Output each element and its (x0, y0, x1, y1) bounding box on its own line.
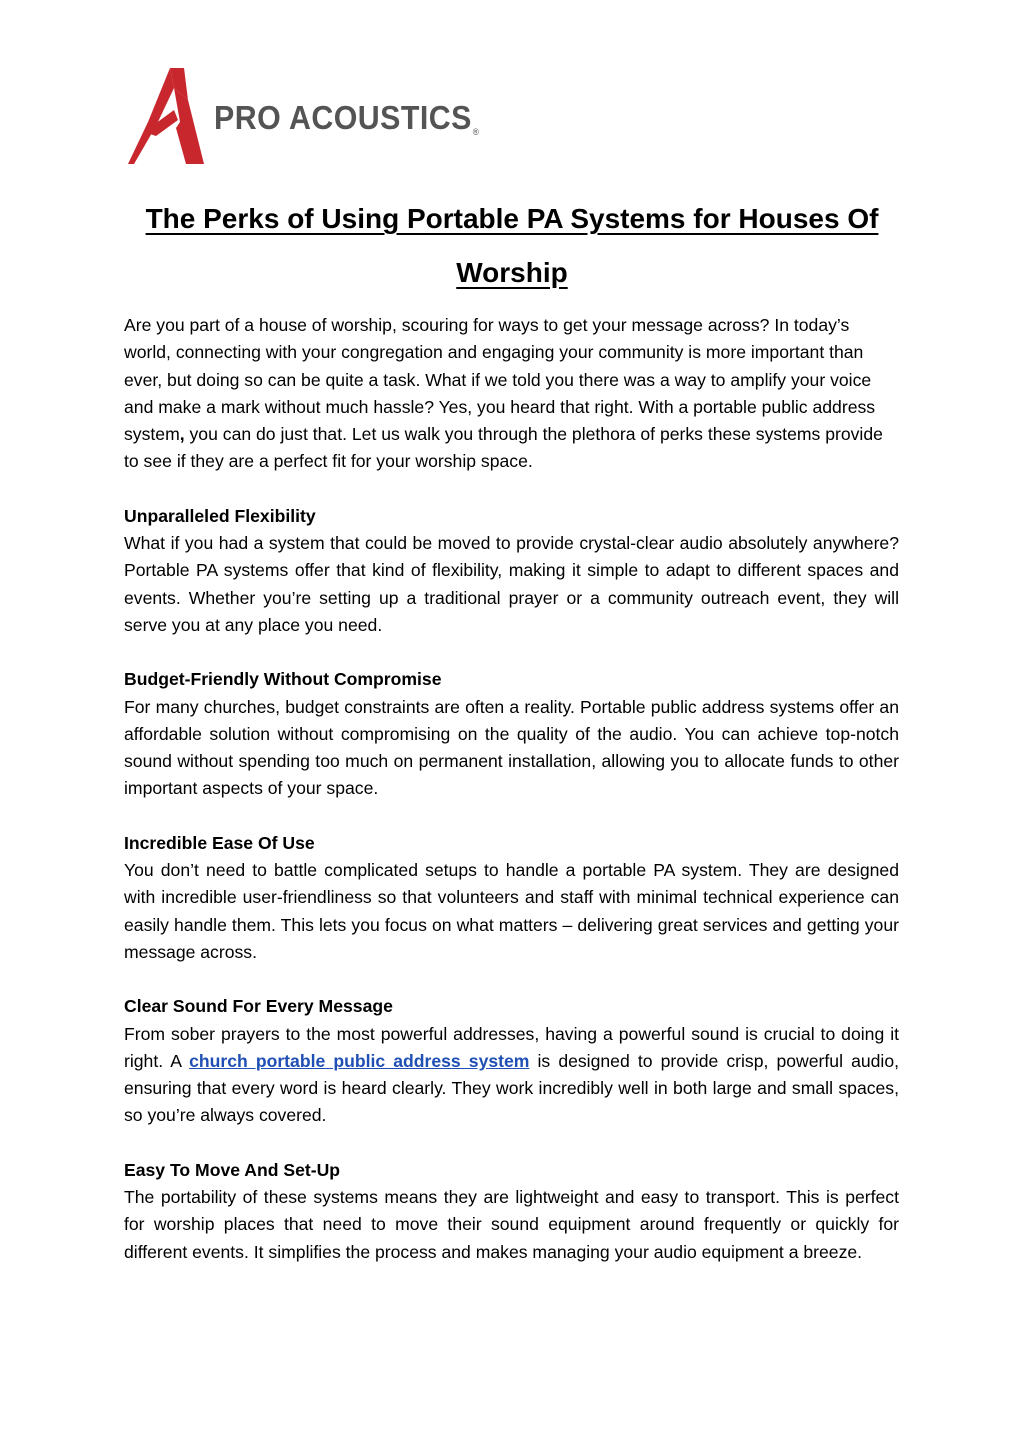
section-body: From sober prayers to the most powerful addresses, having a powerful sound is crucial to doing it right. A church portable public address system is designed to provide crisp, powerful audio, ensuring that every word is heard clearly. They work incredibly well in both large and small spaces, so you’re always covered. (124, 1023, 900, 1126)
section-budget (124, 666, 899, 802)
section-easy-to-move (124, 1157, 899, 1266)
page-title: The Perks of Using Portable PA Systems for Houses Of Worship (145, 203, 879, 288)
section-body: The portability of these systems means they are lightweight and easy to transport. This is perfect for worship places that need to move their sound equipment around frequently or quickly for different events. It simplifies the process and makes managing your audio equipment a breeze. (124, 1187, 899, 1262)
section-body: For many churches, budget constraints are often a reality. Portable public address systems offer an affordable solution without compromising on the quality of the audio. You can achieve top-notch sound without spending too much on permanent installation, allowing you to allocate funds to other important aspects of your space. (124, 696, 899, 799)
section-body: What if you had a system that could be moved to provide crystal-clear audio absolutely anywhere? Portable PA systems offer that kind of flexibility, making it simple to adapt to different spaces and events. Whether you’re setting up a traditional prayer or a community outreach event, they will serve you at any place you need. (124, 533, 899, 635)
pro-acoustics-logo (126, 66, 502, 166)
intro-paragraph: Are you part of a house of worship, scouring for ways to get your message across? In today’s world, connecting with your congregation and engaging your community is more important than ever, but doing so can be quite a task. What if we told you there was a way to amplify your voice and make a mark without much hassle? Yes, you heard that right. With a portable public address system, you can do just that. Let us walk you through the plethora of perks these systems provide to see if they are a perfect fit for your worship space. (124, 315, 883, 472)
section-body: You don’t need to battle complicated setups to handle a portable PA system. They are designed with incredible user-friendliness so that volunteers and staff with minimal technical experience can easily handle them. This lets you focus on what matters – delivering great services and getting your message across. (124, 860, 899, 962)
section-heading: Clear Sound For Every Message (124, 996, 393, 1017)
section-heading: Incredible Ease Of Use (124, 832, 315, 853)
section-ease-of-use (124, 830, 899, 966)
logo-mark-icon (126, 66, 208, 166)
church-pa-system-link[interactable]: church portable public address system (189, 1050, 530, 1071)
section-heading: Easy To Move And Set-Up (124, 1159, 341, 1180)
section-heading: Unparalleled Flexibility (124, 505, 316, 526)
logo-wordmark: PRO ACOUSTICS® (214, 99, 480, 137)
article-body (124, 312, 899, 1266)
section-flexibility (124, 503, 899, 639)
section-clear-sound (124, 993, 899, 1129)
section-heading: Budget-Friendly Without Compromise (124, 669, 442, 690)
